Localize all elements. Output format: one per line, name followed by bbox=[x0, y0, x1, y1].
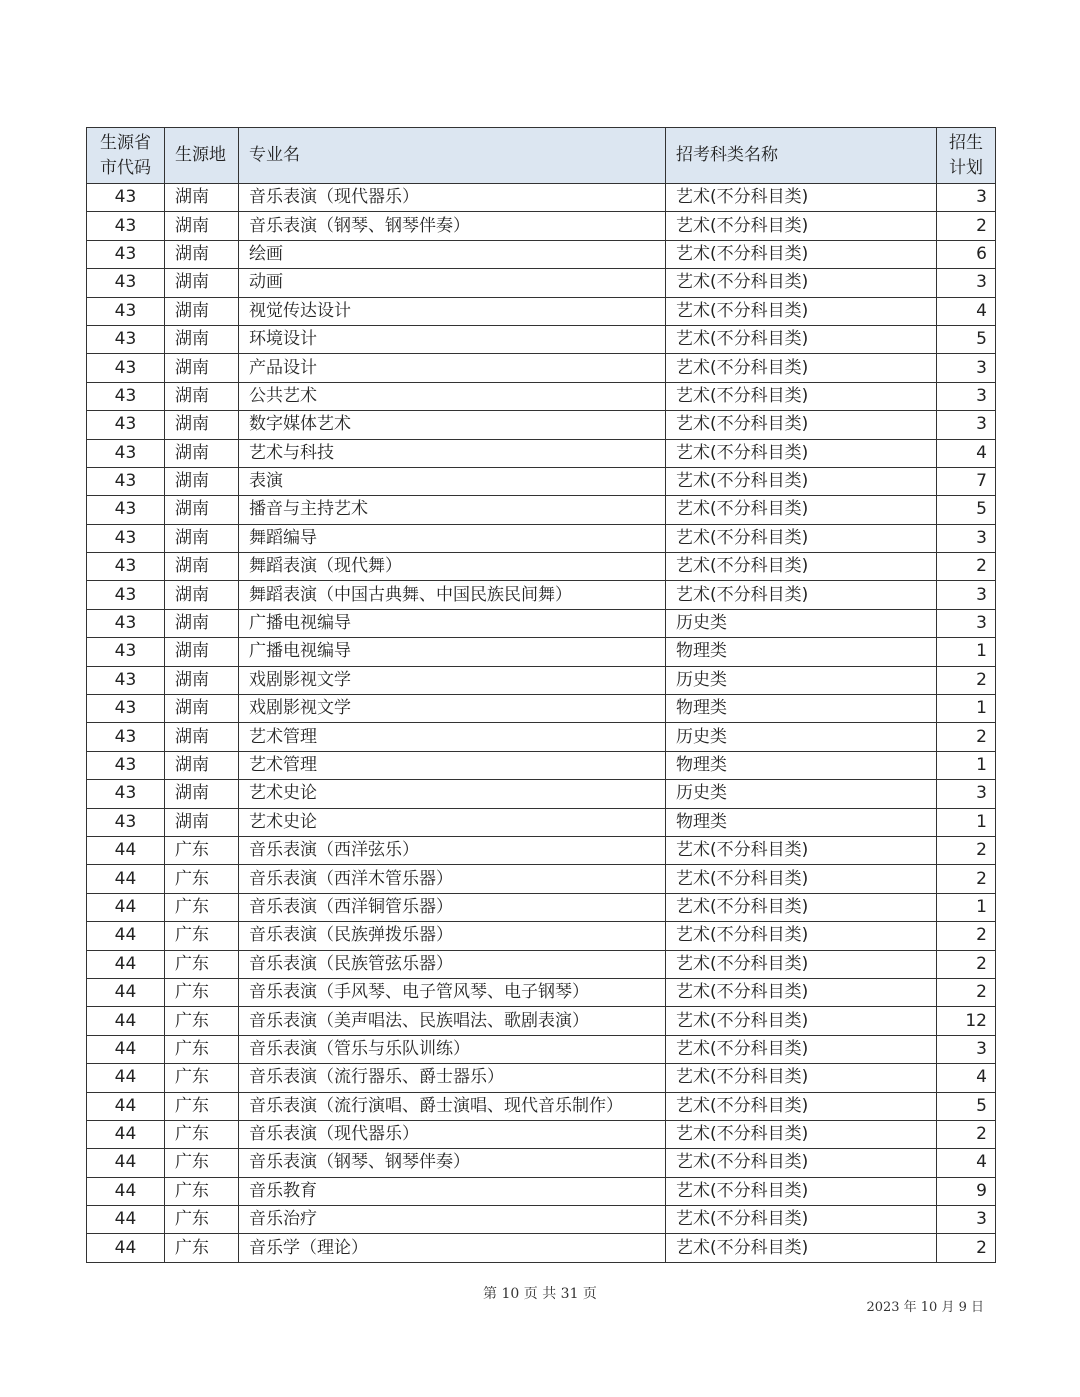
cell-location: 广东 bbox=[165, 950, 239, 978]
cell-location: 广东 bbox=[165, 1120, 239, 1148]
cell-category: 历史类 bbox=[666, 780, 937, 808]
cell-category: 艺术(不分科目类) bbox=[666, 269, 937, 297]
cell-plan: 2 bbox=[937, 1120, 996, 1148]
cell-location: 湖南 bbox=[165, 751, 239, 779]
cell-plan: 3 bbox=[937, 269, 996, 297]
table-row bbox=[87, 184, 996, 212]
cell-province-code: 43 bbox=[87, 354, 165, 382]
cell-location: 湖南 bbox=[165, 780, 239, 808]
cell-major: 表演 bbox=[239, 467, 666, 495]
cell-location: 湖南 bbox=[165, 269, 239, 297]
table-row bbox=[87, 382, 996, 410]
cell-plan: 4 bbox=[937, 439, 996, 467]
cell-location: 湖南 bbox=[165, 496, 239, 524]
cell-plan: 2 bbox=[937, 978, 996, 1006]
table-row bbox=[87, 439, 996, 467]
cell-category: 艺术(不分科目类) bbox=[666, 212, 937, 240]
cell-plan: 5 bbox=[937, 1092, 996, 1120]
table-row bbox=[87, 609, 996, 637]
table-row bbox=[87, 695, 996, 723]
cell-plan: 2 bbox=[937, 666, 996, 694]
cell-major: 播音与主持艺术 bbox=[239, 496, 666, 524]
cell-location: 广东 bbox=[165, 1234, 239, 1262]
cell-major: 音乐表演（手风琴、电子管风琴、电子钢琴） bbox=[239, 978, 666, 1006]
cell-province-code: 44 bbox=[87, 978, 165, 1006]
cell-location: 广东 bbox=[165, 836, 239, 864]
cell-province-code: 43 bbox=[87, 723, 165, 751]
cell-location: 湖南 bbox=[165, 553, 239, 581]
header-major: 专业名 bbox=[239, 128, 666, 184]
cell-major: 艺术史论 bbox=[239, 808, 666, 836]
cell-province-code: 43 bbox=[87, 467, 165, 495]
table-row bbox=[87, 325, 996, 353]
cell-major: 音乐表演（民族管弦乐器） bbox=[239, 950, 666, 978]
cell-plan: 2 bbox=[937, 723, 996, 751]
cell-location: 湖南 bbox=[165, 184, 239, 212]
cell-province-code: 44 bbox=[87, 1092, 165, 1120]
cell-plan: 2 bbox=[937, 836, 996, 864]
cell-major: 舞蹈编导 bbox=[239, 524, 666, 552]
cell-province-code: 43 bbox=[87, 325, 165, 353]
cell-location: 广东 bbox=[165, 1177, 239, 1205]
cell-location: 湖南 bbox=[165, 467, 239, 495]
cell-major: 音乐表演（西洋木管乐器） bbox=[239, 865, 666, 893]
cell-province-code: 44 bbox=[87, 950, 165, 978]
cell-province-code: 43 bbox=[87, 553, 165, 581]
cell-location: 湖南 bbox=[165, 581, 239, 609]
table-body bbox=[87, 184, 996, 1263]
cell-province-code: 44 bbox=[87, 1007, 165, 1035]
cell-major: 音乐表演（钢琴、钢琴伴奏） bbox=[239, 212, 666, 240]
enrollment-plan-table bbox=[86, 127, 996, 1263]
cell-plan: 5 bbox=[937, 496, 996, 524]
cell-category: 艺术(不分科目类) bbox=[666, 496, 937, 524]
cell-major: 舞蹈表演（中国古典舞、中国民族民间舞） bbox=[239, 581, 666, 609]
cell-province-code: 44 bbox=[87, 1177, 165, 1205]
cell-province-code: 43 bbox=[87, 439, 165, 467]
cell-major: 广播电视编导 bbox=[239, 609, 666, 637]
table-row bbox=[87, 297, 996, 325]
cell-major: 音乐表演（钢琴、钢琴伴奏） bbox=[239, 1149, 666, 1177]
table-row bbox=[87, 723, 996, 751]
table-row bbox=[87, 1149, 996, 1177]
cell-province-code: 43 bbox=[87, 184, 165, 212]
cell-category: 艺术(不分科目类) bbox=[666, 893, 937, 921]
cell-plan: 2 bbox=[937, 922, 996, 950]
cell-major: 音乐表演（现代器乐） bbox=[239, 1120, 666, 1148]
cell-location: 湖南 bbox=[165, 666, 239, 694]
table-row bbox=[87, 666, 996, 694]
cell-category: 物理类 bbox=[666, 751, 937, 779]
table-row bbox=[87, 1007, 996, 1035]
cell-province-code: 43 bbox=[87, 609, 165, 637]
cell-major: 数字媒体艺术 bbox=[239, 411, 666, 439]
cell-category: 艺术(不分科目类) bbox=[666, 553, 937, 581]
cell-location: 广东 bbox=[165, 1035, 239, 1063]
table-row bbox=[87, 411, 996, 439]
cell-major: 音乐治疗 bbox=[239, 1206, 666, 1234]
cell-plan: 1 bbox=[937, 751, 996, 779]
cell-plan: 3 bbox=[937, 354, 996, 382]
cell-category: 艺术(不分科目类) bbox=[666, 1206, 937, 1234]
cell-location: 湖南 bbox=[165, 382, 239, 410]
table-row bbox=[87, 1177, 996, 1205]
table-row bbox=[87, 893, 996, 921]
cell-province-code: 43 bbox=[87, 695, 165, 723]
cell-category: 物理类 bbox=[666, 695, 937, 723]
cell-category: 艺术(不分科目类) bbox=[666, 325, 937, 353]
page-indicator: 第 10 页 共 31 页 bbox=[483, 1286, 597, 1302]
cell-plan: 7 bbox=[937, 467, 996, 495]
cell-location: 湖南 bbox=[165, 808, 239, 836]
cell-location: 湖南 bbox=[165, 439, 239, 467]
cell-major: 绘画 bbox=[239, 240, 666, 268]
cell-province-code: 44 bbox=[87, 893, 165, 921]
cell-location: 湖南 bbox=[165, 212, 239, 240]
cell-location: 湖南 bbox=[165, 325, 239, 353]
cell-location: 广东 bbox=[165, 1149, 239, 1177]
table-row bbox=[87, 836, 996, 864]
header-plan: 招生 计划 bbox=[937, 128, 996, 184]
header-category: 招考科类名称 bbox=[666, 128, 937, 184]
table-row bbox=[87, 808, 996, 836]
cell-location: 湖南 bbox=[165, 638, 239, 666]
cell-category: 艺术(不分科目类) bbox=[666, 950, 937, 978]
cell-category: 艺术(不分科目类) bbox=[666, 581, 937, 609]
cell-major: 音乐表演（现代器乐） bbox=[239, 184, 666, 212]
cell-province-code: 43 bbox=[87, 240, 165, 268]
cell-category: 艺术(不分科目类) bbox=[666, 467, 937, 495]
cell-major: 艺术管理 bbox=[239, 751, 666, 779]
cell-plan: 3 bbox=[937, 184, 996, 212]
cell-plan: 2 bbox=[937, 212, 996, 240]
cell-plan: 1 bbox=[937, 893, 996, 921]
cell-plan: 2 bbox=[937, 1234, 996, 1262]
cell-location: 广东 bbox=[165, 1064, 239, 1092]
cell-category: 艺术(不分科目类) bbox=[666, 1092, 937, 1120]
cell-plan: 2 bbox=[937, 865, 996, 893]
cell-major: 艺术与科技 bbox=[239, 439, 666, 467]
table-row bbox=[87, 496, 996, 524]
cell-category: 艺术(不分科目类) bbox=[666, 1007, 937, 1035]
cell-location: 湖南 bbox=[165, 723, 239, 751]
cell-province-code: 43 bbox=[87, 496, 165, 524]
cell-location: 广东 bbox=[165, 1206, 239, 1234]
cell-plan: 3 bbox=[937, 581, 996, 609]
cell-category: 物理类 bbox=[666, 638, 937, 666]
cell-major: 音乐表演（管乐与乐队训练） bbox=[239, 1035, 666, 1063]
cell-major: 产品设计 bbox=[239, 354, 666, 382]
cell-category: 历史类 bbox=[666, 609, 937, 637]
table-row bbox=[87, 1035, 996, 1063]
cell-plan: 3 bbox=[937, 1035, 996, 1063]
cell-major: 音乐学（理论） bbox=[239, 1234, 666, 1262]
table-row bbox=[87, 467, 996, 495]
cell-category: 艺术(不分科目类) bbox=[666, 411, 937, 439]
cell-province-code: 44 bbox=[87, 836, 165, 864]
cell-major: 音乐表演（流行器乐、爵士器乐） bbox=[239, 1064, 666, 1092]
table-row bbox=[87, 865, 996, 893]
cell-major: 音乐表演（西洋弦乐） bbox=[239, 836, 666, 864]
cell-province-code: 43 bbox=[87, 269, 165, 297]
cell-location: 广东 bbox=[165, 922, 239, 950]
cell-category: 物理类 bbox=[666, 808, 937, 836]
cell-plan: 3 bbox=[937, 609, 996, 637]
cell-category: 艺术(不分科目类) bbox=[666, 865, 937, 893]
cell-category: 艺术(不分科目类) bbox=[666, 1064, 937, 1092]
cell-major: 公共艺术 bbox=[239, 382, 666, 410]
cell-plan: 4 bbox=[937, 1149, 996, 1177]
cell-category: 艺术(不分科目类) bbox=[666, 836, 937, 864]
cell-plan: 2 bbox=[937, 553, 996, 581]
cell-category: 艺术(不分科目类) bbox=[666, 1149, 937, 1177]
cell-location: 广东 bbox=[165, 893, 239, 921]
cell-plan: 1 bbox=[937, 638, 996, 666]
cell-province-code: 44 bbox=[87, 1035, 165, 1063]
table-row bbox=[87, 978, 996, 1006]
cell-category: 艺术(不分科目类) bbox=[666, 978, 937, 1006]
cell-location: 广东 bbox=[165, 865, 239, 893]
cell-plan: 1 bbox=[937, 695, 996, 723]
cell-category: 艺术(不分科目类) bbox=[666, 1177, 937, 1205]
table-row bbox=[87, 638, 996, 666]
cell-category: 历史类 bbox=[666, 666, 937, 694]
cell-plan: 3 bbox=[937, 411, 996, 439]
table-row bbox=[87, 751, 996, 779]
table-row bbox=[87, 922, 996, 950]
cell-plan: 3 bbox=[937, 780, 996, 808]
cell-plan: 3 bbox=[937, 1206, 996, 1234]
cell-category: 艺术(不分科目类) bbox=[666, 1035, 937, 1063]
cell-category: 历史类 bbox=[666, 723, 937, 751]
cell-province-code: 43 bbox=[87, 382, 165, 410]
table-row bbox=[87, 240, 996, 268]
cell-major: 视觉传达设计 bbox=[239, 297, 666, 325]
table-row bbox=[87, 524, 996, 552]
cell-category: 艺术(不分科目类) bbox=[666, 922, 937, 950]
cell-major: 音乐教育 bbox=[239, 1177, 666, 1205]
cell-major: 音乐表演（民族弹拨乐器） bbox=[239, 922, 666, 950]
table-row bbox=[87, 1234, 996, 1262]
cell-province-code: 43 bbox=[87, 780, 165, 808]
cell-province-code: 44 bbox=[87, 1120, 165, 1148]
cell-province-code: 44 bbox=[87, 1234, 165, 1262]
cell-major: 音乐表演（西洋铜管乐器） bbox=[239, 893, 666, 921]
cell-major: 环境设计 bbox=[239, 325, 666, 353]
document-date: 2023 年 10 月 9 日 bbox=[866, 1300, 984, 1315]
cell-province-code: 44 bbox=[87, 1206, 165, 1234]
header-location: 生源地 bbox=[165, 128, 239, 184]
cell-plan: 12 bbox=[937, 1007, 996, 1035]
cell-category: 艺术(不分科目类) bbox=[666, 1234, 937, 1262]
cell-location: 湖南 bbox=[165, 354, 239, 382]
table-row bbox=[87, 1206, 996, 1234]
cell-plan: 9 bbox=[937, 1177, 996, 1205]
header-province-code: 生源省 市代码 bbox=[87, 128, 165, 184]
table-row bbox=[87, 950, 996, 978]
cell-location: 湖南 bbox=[165, 524, 239, 552]
cell-location: 湖南 bbox=[165, 695, 239, 723]
cell-major: 音乐表演（美声唱法、民族唱法、歌剧表演） bbox=[239, 1007, 666, 1035]
cell-category: 艺术(不分科目类) bbox=[666, 524, 937, 552]
cell-province-code: 44 bbox=[87, 1149, 165, 1177]
cell-major: 艺术史论 bbox=[239, 780, 666, 808]
table-row bbox=[87, 780, 996, 808]
cell-province-code: 44 bbox=[87, 865, 165, 893]
cell-major: 舞蹈表演（现代舞） bbox=[239, 553, 666, 581]
cell-location: 广东 bbox=[165, 1007, 239, 1035]
table-row bbox=[87, 1064, 996, 1092]
cell-category: 艺术(不分科目类) bbox=[666, 382, 937, 410]
table-header-row bbox=[87, 128, 996, 184]
cell-plan: 4 bbox=[937, 297, 996, 325]
cell-province-code: 43 bbox=[87, 666, 165, 694]
cell-plan: 1 bbox=[937, 808, 996, 836]
table-row bbox=[87, 553, 996, 581]
cell-major: 戏剧影视文学 bbox=[239, 695, 666, 723]
table-row bbox=[87, 212, 996, 240]
cell-major: 动画 bbox=[239, 269, 666, 297]
cell-plan: 3 bbox=[937, 382, 996, 410]
cell-category: 艺术(不分科目类) bbox=[666, 240, 937, 268]
cell-plan: 5 bbox=[937, 325, 996, 353]
cell-plan: 3 bbox=[937, 524, 996, 552]
cell-province-code: 43 bbox=[87, 411, 165, 439]
table-row bbox=[87, 581, 996, 609]
table-row bbox=[87, 1092, 996, 1120]
cell-location: 广东 bbox=[165, 1092, 239, 1120]
cell-category: 艺术(不分科目类) bbox=[666, 354, 937, 382]
cell-location: 湖南 bbox=[165, 411, 239, 439]
cell-province-code: 44 bbox=[87, 1064, 165, 1092]
table-row bbox=[87, 269, 996, 297]
cell-province-code: 43 bbox=[87, 751, 165, 779]
cell-province-code: 43 bbox=[87, 212, 165, 240]
cell-province-code: 43 bbox=[87, 524, 165, 552]
cell-plan: 6 bbox=[937, 240, 996, 268]
cell-province-code: 44 bbox=[87, 922, 165, 950]
cell-location: 湖南 bbox=[165, 609, 239, 637]
table-row bbox=[87, 354, 996, 382]
cell-province-code: 43 bbox=[87, 638, 165, 666]
cell-category: 艺术(不分科目类) bbox=[666, 439, 937, 467]
cell-major: 戏剧影视文学 bbox=[239, 666, 666, 694]
cell-province-code: 43 bbox=[87, 581, 165, 609]
cell-location: 湖南 bbox=[165, 297, 239, 325]
cell-location: 湖南 bbox=[165, 240, 239, 268]
cell-province-code: 43 bbox=[87, 808, 165, 836]
cell-category: 艺术(不分科目类) bbox=[666, 1120, 937, 1148]
cell-major: 广播电视编导 bbox=[239, 638, 666, 666]
cell-category: 艺术(不分科目类) bbox=[666, 184, 937, 212]
cell-major: 音乐表演（流行演唱、爵士演唱、现代音乐制作） bbox=[239, 1092, 666, 1120]
cell-plan: 2 bbox=[937, 950, 996, 978]
cell-plan: 4 bbox=[937, 1064, 996, 1092]
table-row bbox=[87, 1120, 996, 1148]
cell-major: 艺术管理 bbox=[239, 723, 666, 751]
cell-location: 广东 bbox=[165, 978, 239, 1006]
cell-province-code: 43 bbox=[87, 297, 165, 325]
cell-category: 艺术(不分科目类) bbox=[666, 297, 937, 325]
